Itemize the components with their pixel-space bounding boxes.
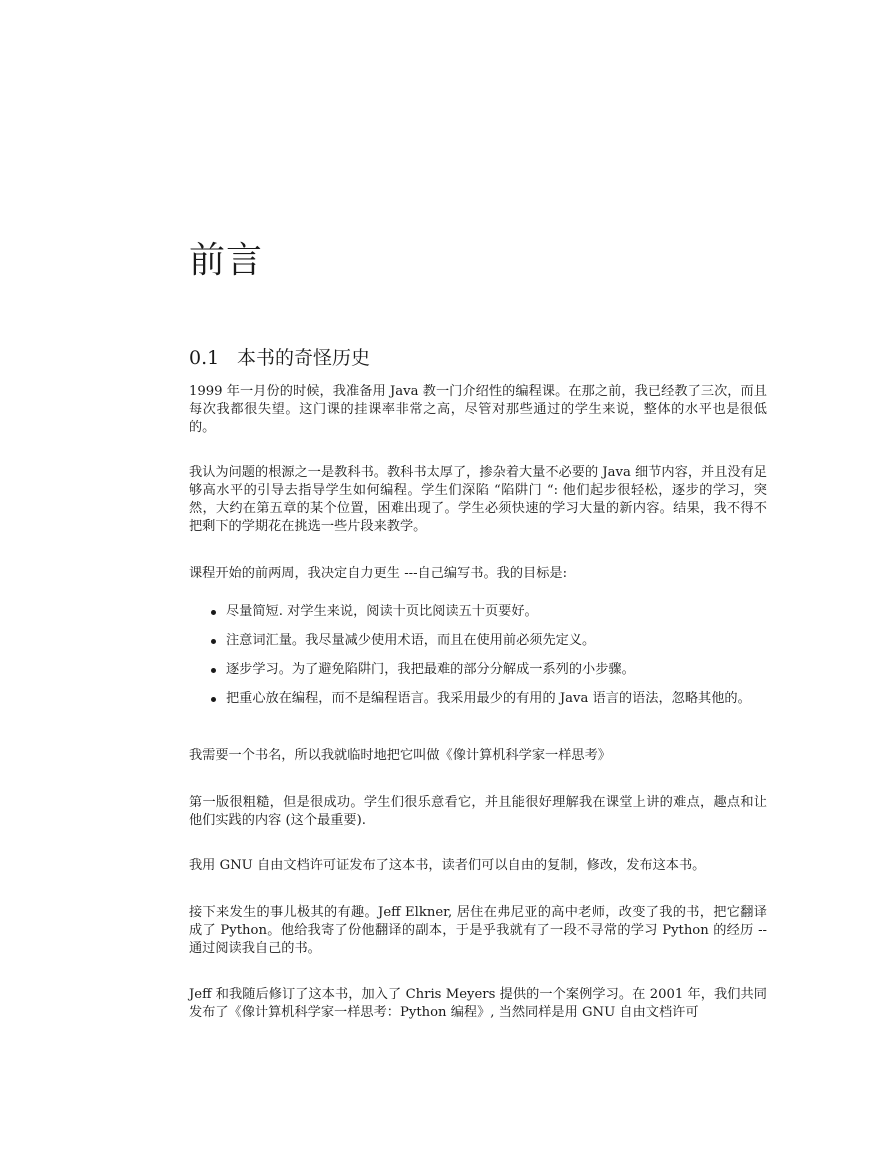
list-item-text: 把重心放在编程，而不是编程语言。我采用最少的有用的 Java 语言的语法，忽略其他的。 [226,691,751,706]
paragraph-license: 我用 GNU 自由文档许可证发布了这本书，读者们可以自由的复制，修改，发布这本书。 [189,858,706,873]
list-item [189,603,767,621]
paragraph-book-title: 我需要一个书名，所以我就临时地把它叫做《像计算机科学家一样思考》 [189,748,611,763]
paragraph-goals-intro: 课程开始的前两周，我决定自力更生 ---自己编写书。我的目标是: [189,566,568,581]
bullet-icon [211,639,216,644]
list-item-text: 尽量简短. 对学生来说，阅读十页比阅读五十页要好。 [226,604,538,619]
list-item [189,690,767,708]
bullet-icon [211,697,216,702]
section-heading [189,343,370,370]
list-item-text: 逐步学习。为了避免陷阱门，我把最难的部分分解成一系列的小步骤。 [226,662,635,677]
chapter-title: 前言 [189,240,264,281]
paragraph-history-intro: 1999 年一月份的时候，我准备用 Java 教一门介绍性的编程课。在那之前，我已经教了三次，而且每次我都很失望。这门课的挂课率非常之高，尽管对那些通过的学生来说，整体的水平也是很低的。 [189,384,767,435]
section-number: 0.1 [189,347,220,369]
list-item [189,632,767,650]
section-title: 本书的奇怪历史 [237,347,371,369]
paragraph-first-edition: 第一版很粗糙，但是很成功。学生们很乐意看它，并且能很好理解我在课堂上讲的难点，趣点和让他们实践的内容 (这个最重要). [189,795,767,828]
list-item-text: 注意词汇量。我尽量减少使用术语，而且在使用前必须先定义。 [226,633,596,648]
paragraph-python-translation: 接下来发生的事儿极其的有趣。Jeff Elkner, 居住在弗尼亚的高中老师，改变了我的书，把它翻译成了 Python。他给我寄了份他翻译的副本，于是乎我就有了一段不寻常的学习 Python 的经历 --通过阅读我自己的书。 [189,905,767,956]
bullet-icon [211,610,216,615]
list-item [189,661,767,679]
paragraph-textbook-problem: 我认为问题的根源之一是教科书。教科书太厚了，掺杂着大量不必要的 Java 细节内容，并且没有足够高水平的引导去指导学生如何编程。学生们深陷 “陷阱门 “: 他们起步很轻松，逐步的学习，突然，大约在第五章的某个位置，困难出现了。学生必须快速的学习大量的新内容。结果，我不得不把剩下的学期花在挑选一些片段来教学。 [189,465,767,534]
paragraph-revision: Jeff 和我随后修订了这本书，加入了 Chris Meyers 提供的一个案例学习。在 2001 年，我们共同发布了《像计算机科学家一样思考：Python 编程》, 当然同样是用 GNU 自由文档许可 [189,987,767,1020]
bullet-icon [211,668,216,673]
